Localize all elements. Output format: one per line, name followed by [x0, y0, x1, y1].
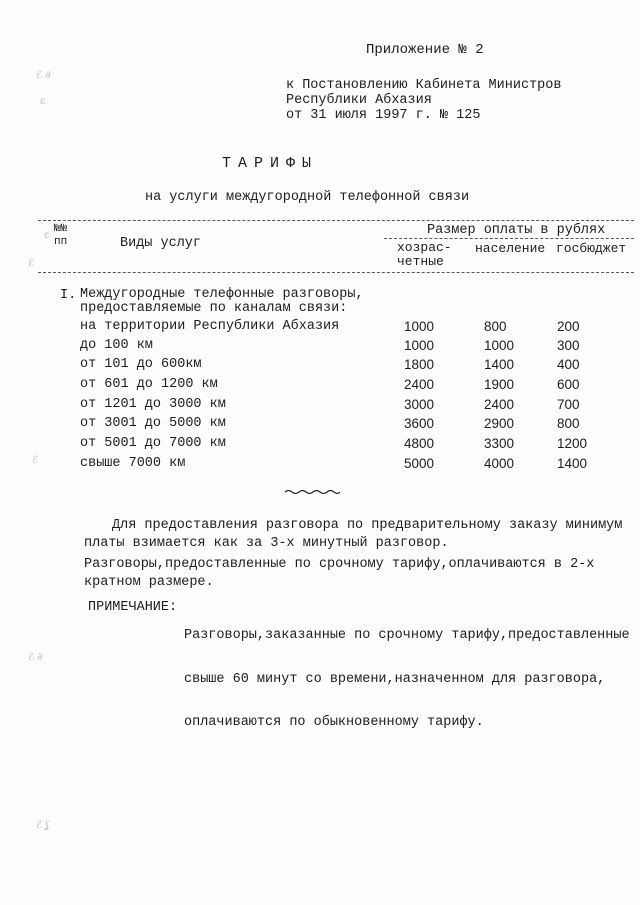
population-price: 4000 [484, 456, 515, 471]
population-price: 2900 [484, 416, 515, 431]
population-column-header: население [475, 241, 546, 256]
service-label: от 1201 до 3000 км [80, 397, 226, 412]
row-number-header-line: №№ [54, 223, 68, 235]
state-budget-price: 800 [557, 416, 580, 431]
scan-smudge: ℰ [32, 455, 39, 466]
wavy-divider [285, 489, 340, 495]
services-header: Виды услуг [120, 236, 202, 251]
price-header-rule [384, 238, 634, 239]
section-title-line: Междугородные телефонные разговоры, [80, 287, 364, 302]
scan-smudge: ɛ [40, 96, 46, 107]
scan-smudge: ℰ ∂ [36, 70, 51, 81]
decree-line: Республики Абхазия [286, 93, 432, 108]
section-title [80, 288, 364, 316]
service-label: от 601 до 1200 км [80, 377, 218, 392]
service-label: до 100 км [80, 338, 153, 353]
self-financed-price: 1800 [404, 357, 435, 372]
self-financed-column-header [397, 241, 452, 269]
population-price: 3300 [484, 436, 515, 451]
table-row [0, 436, 640, 456]
table-row [0, 319, 640, 339]
document-title: ТАРИФЫ [222, 155, 319, 172]
row-number-header-line: пп [54, 236, 68, 248]
decree-reference [286, 78, 561, 123]
state-budget-price: 400 [557, 357, 580, 372]
paragraph-urgent-tariff-cont: кратном размере. [84, 575, 214, 590]
service-label: от 5001 до 7000 км [80, 436, 226, 451]
table-header-rule [38, 272, 634, 273]
self-financed-price: 2400 [404, 377, 435, 392]
table-row [0, 357, 640, 377]
state-budget-price: 700 [557, 397, 580, 412]
state-budget-column-header: госбюджет [556, 241, 627, 256]
service-label: от 101 до 600км [80, 357, 202, 372]
scan-smudge: ℰ ∂ [28, 652, 43, 663]
state-budget-price: 200 [557, 319, 580, 334]
note-line: свыше 60 минут со времени,назначенном для разговора, [184, 671, 606, 687]
population-price: 1900 [484, 377, 515, 392]
self-financed-price: 1000 [404, 338, 435, 353]
column-header-line: хозрас- [397, 240, 452, 255]
service-label: от 3001 до 5000 км [80, 416, 226, 431]
paragraph-urgent-tariff: Разговоры,предоставленные по срочному тарифу,оплачиваются в 2-х [84, 557, 595, 572]
row-number-header [54, 223, 67, 249]
population-price: 2400 [484, 397, 515, 412]
table-row [0, 416, 640, 436]
state-budget-price: 1400 [557, 456, 588, 471]
note-text [184, 600, 630, 760]
state-budget-price: 1200 [557, 436, 588, 451]
paragraph-advance-order-cont: платы взимается как за 3-х минутный разговор. [84, 536, 449, 551]
scan-smudge: ℰ [28, 258, 35, 269]
table-row [0, 456, 640, 476]
note-line: Разговоры,заказанные по срочному тарифу,предоставленные [184, 628, 630, 643]
self-financed-price: 3000 [404, 397, 435, 412]
appendix-number: Приложение № 2 [366, 42, 484, 58]
state-budget-price: 300 [557, 338, 580, 353]
scan-smudge: ℰ ʆ [36, 820, 49, 831]
table-top-rule [38, 220, 634, 221]
decree-line: от 31 июля 1997 г. № 125 [286, 108, 481, 123]
section-number: I. [60, 288, 77, 303]
table-row [0, 338, 640, 358]
scan-smudge: ɛ [44, 230, 50, 241]
column-header-line: четные [397, 254, 444, 269]
population-price: 1000 [484, 338, 515, 353]
decree-line: к Постановлению Кабинета Министров [286, 78, 562, 93]
state-budget-price: 600 [557, 377, 580, 392]
self-financed-price: 5000 [404, 456, 435, 471]
self-financed-price: 4800 [404, 436, 435, 451]
note-line: оплачиваются по обыкновенному тарифу. [184, 715, 484, 730]
paragraph-advance-order: Для предоставления разговора по предварительному заказу минимум [112, 518, 623, 533]
population-price: 1400 [484, 357, 515, 372]
note-label: ПРИМЕЧАНИЕ: [88, 600, 178, 615]
self-financed-price: 3600 [404, 416, 435, 431]
service-label: на территории Республики Абхазия [80, 319, 340, 334]
price-header: Размер оплаты в рублях [427, 223, 606, 238]
population-price: 800 [484, 319, 507, 334]
service-label: свыше 7000 км [80, 456, 186, 471]
table-row [0, 397, 640, 417]
self-financed-price: 1000 [404, 319, 435, 334]
section-title-line: предоставляемые по каналам связи: [80, 301, 348, 316]
document-subtitle: на услуги междугородной телефонной связи [145, 190, 470, 205]
table-row [0, 377, 640, 397]
